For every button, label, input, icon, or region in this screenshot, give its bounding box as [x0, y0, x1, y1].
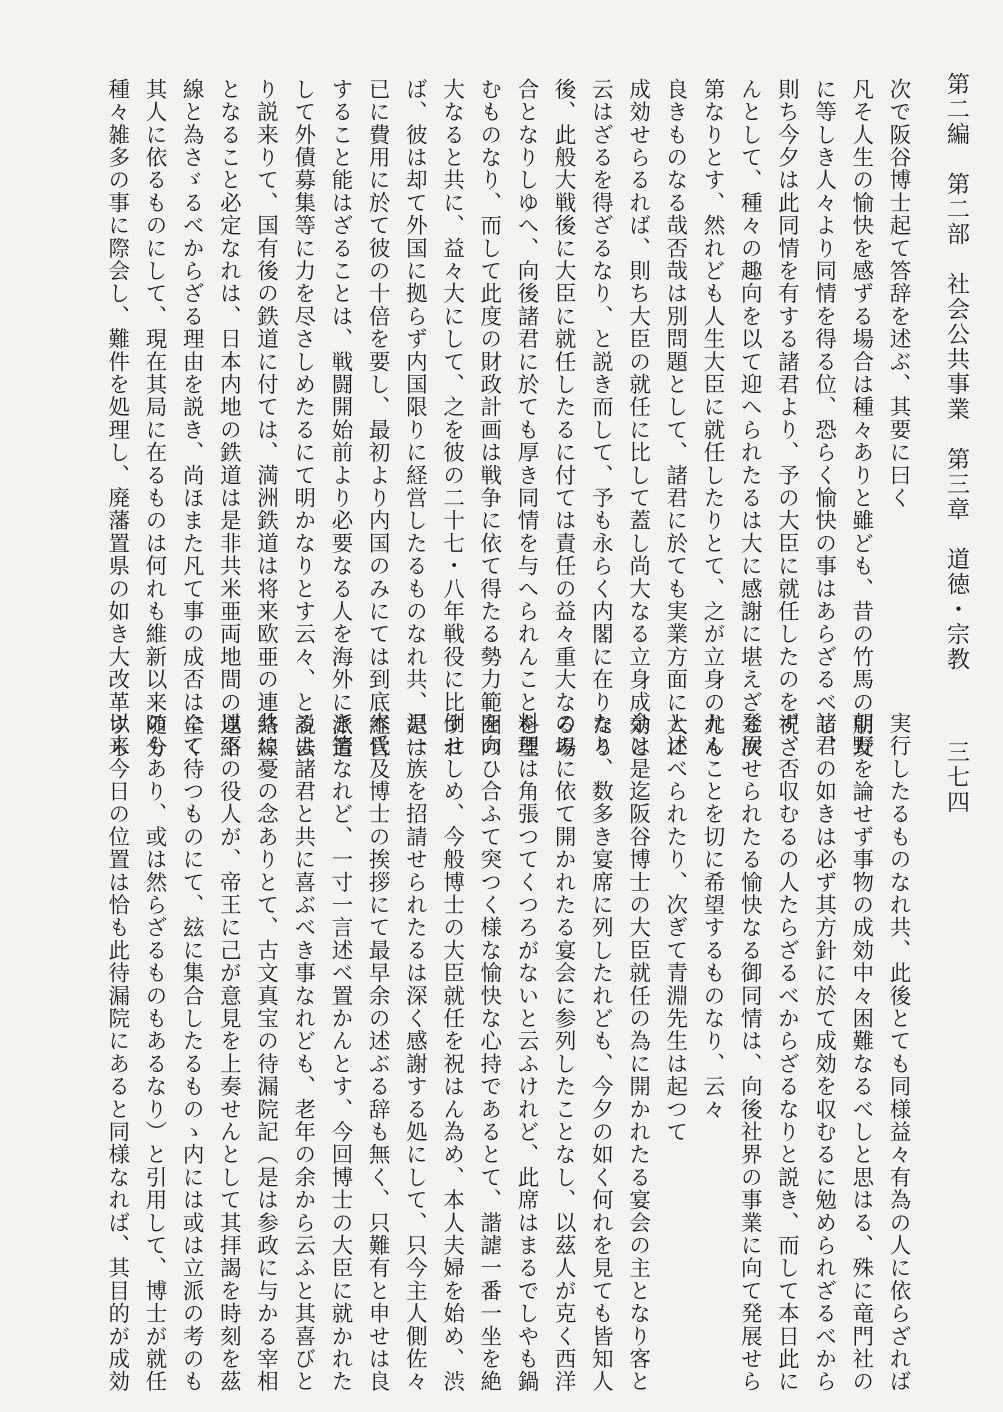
text-column: して外債募集等に力を尽さしめたるにて明かなりとす云々、と説去	[290, 78, 316, 759]
text-column: 余は是迄阪谷博士の大臣就任の為に開かれたる宴会の主となり客と	[625, 712, 651, 1393]
text-column: を向ひ合ふて突つく様な愉快な心持であるとて、諧謔一番一坐を絶	[476, 712, 502, 1393]
text-column: 以来今日の位置は恰も此待漏院にあると同様なれば、其目的が成効	[104, 712, 130, 1393]
text-column: のみに依て開かれたる宴会に参列したことなし、以茲人が克く西洋	[551, 712, 577, 1393]
text-column: るは諸君と共に喜ぶべき事なれども、老年の余から云ふと其喜びと	[290, 712, 316, 1393]
text-column: となること必定なれは、日本内地の鉄道は是非共米亜両地間の連絡	[216, 78, 242, 759]
text-column: 実行したるものなれ共、此後とても同様益々有為の人に依らざれば	[886, 712, 911, 1393]
text-column: のもあり、或は然らざるものもあるなり）と引用して、博士が就任	[141, 712, 167, 1393]
text-column: にて待つものにて、玆に集合したるものゝ内には或は立派の考のも	[179, 712, 205, 1393]
text-column: 已に費用に於て彼の十倍を要し、最初より内国のみにては到底経営	[365, 78, 391, 759]
text-column: 発展せられたる愉快なる御同情は、向後社界の事業に向て発展せら	[737, 712, 763, 1393]
page-number: 三七四	[943, 740, 969, 815]
text-column: むものなり、而して此度の財政計画は戦争に依て得たる勢力範囲の	[476, 78, 502, 759]
text-column: 後、此般大戦後に大臣に就任したるに付ては責任の益々重大なる場	[551, 78, 577, 759]
text-column: 共に憂の念ありとて、古文真宝の待漏院記（是は参政に与かる宰相	[253, 712, 279, 1393]
text-column: ば、彼は却て外国に拠らず内国限りに経営したるものなれ共、是は	[402, 78, 428, 759]
text-column: と述べられたり、次ぎて青淵先生は起つて	[662, 712, 688, 1144]
text-column: 第なりとす、然れども人生大臣に就任したりとて、之が立身の尤も	[699, 78, 725, 759]
text-column: 大なると共に、益々大にして、之を彼の二十七・八年戦役に比すれ	[439, 78, 465, 759]
text-column: 線と為さゞるべからざる理由を説き、尚ほまた凡て事の成否は全く	[179, 78, 205, 760]
text-column: 沢一族を招請せられたるは深く感謝する処にして、只今主人側佐々	[402, 712, 428, 1393]
text-column: 其人に依るものにして、現在其局に在るものは何れも維新以来随分	[141, 78, 167, 759]
running-header: 第二編 第二部 社会公共事業 第三章 道徳・宗教	[943, 72, 969, 672]
text-column: 良きものなる哉否哉は別問題として、諸君に於ても実業方面に大に	[662, 78, 688, 759]
text-column: 料理は角張つてくつろがないと云ふけれど、此席はまるでしやも鍋	[513, 712, 539, 1393]
text-column: 種々雑多の事に際会し、難件を処理し、廃藩置県の如き大改革すら	[104, 78, 130, 759]
text-column: り説来りて、国有後の鉄道に付ては、満洲鉄道は将来欧亜の連絡線	[253, 78, 279, 759]
text-column: すること能はざることは、戦闘開始前より必要なる人を海外に派遣	[327, 78, 353, 759]
upper-text-block	[97, 78, 917, 760]
text-column: き筈なれど、一寸一言述べ置かんとす、今回博士の大臣に就かれた	[327, 712, 353, 1393]
text-column: なり、数多き宴席に列したれども、今夕の如く何れを見ても皆知人	[588, 712, 614, 1393]
text-column: 朝野を論せず事物の成効中々困難なるべしと思はる、殊に竜門社の	[848, 712, 874, 1393]
text-column: 諸君の如きは必ず其方針に於て成効を収むるに勉められざるべから	[811, 712, 837, 1393]
text-column: に等しき人々より同情を得る位、恐らく愉快の事はあらざるべし、	[811, 78, 837, 759]
text-column: 木氏及博士の挨拶にて最早余の述ぶる辞も無く、只難有と申せは良	[365, 712, 391, 1394]
text-column: 成効せらるれば、則ち大臣の就任に比して蓋し尚大なる立身成効と	[625, 78, 651, 759]
lower-text-block	[97, 712, 917, 1394]
text-column: 凡そ人生の愉快を感ずる場合は種々ありと雖ども、昔の竹馬の朋友	[848, 78, 874, 759]
text-column: 倒せしめ、今般博士の大臣就任を祝はん為め、本人夫婦を始め、渋	[439, 712, 465, 1393]
text-column: んとして、種々の趣向を以て迎へられたるは大に感謝に堪えざる次	[737, 78, 763, 759]
text-column: 次で阪谷博士起て答辞を述ぶ、其要に曰く	[886, 78, 911, 510]
text-column: れんことを切に希望するものなり、云々	[699, 712, 725, 1121]
text-column: 云はざるを得ざるなり、と説き而して、予も永らく内閣に在りたる	[588, 78, 614, 759]
text-column: 以下の役人が、帝王に己が意見を上奏せんとして其拝謁を時刻を茲	[216, 712, 242, 1393]
text-column: 合となりしゆへ、向後諸君に於ても厚き同情を与へられんことを望	[513, 78, 539, 759]
text-column: 則ち今夕は此同情を有する諸君より、予の大臣に就任したのを祝さ	[774, 78, 800, 759]
text-column: ず、否収むるの人たらざるべからざるなりと説き、而して本日此に	[774, 712, 800, 1393]
